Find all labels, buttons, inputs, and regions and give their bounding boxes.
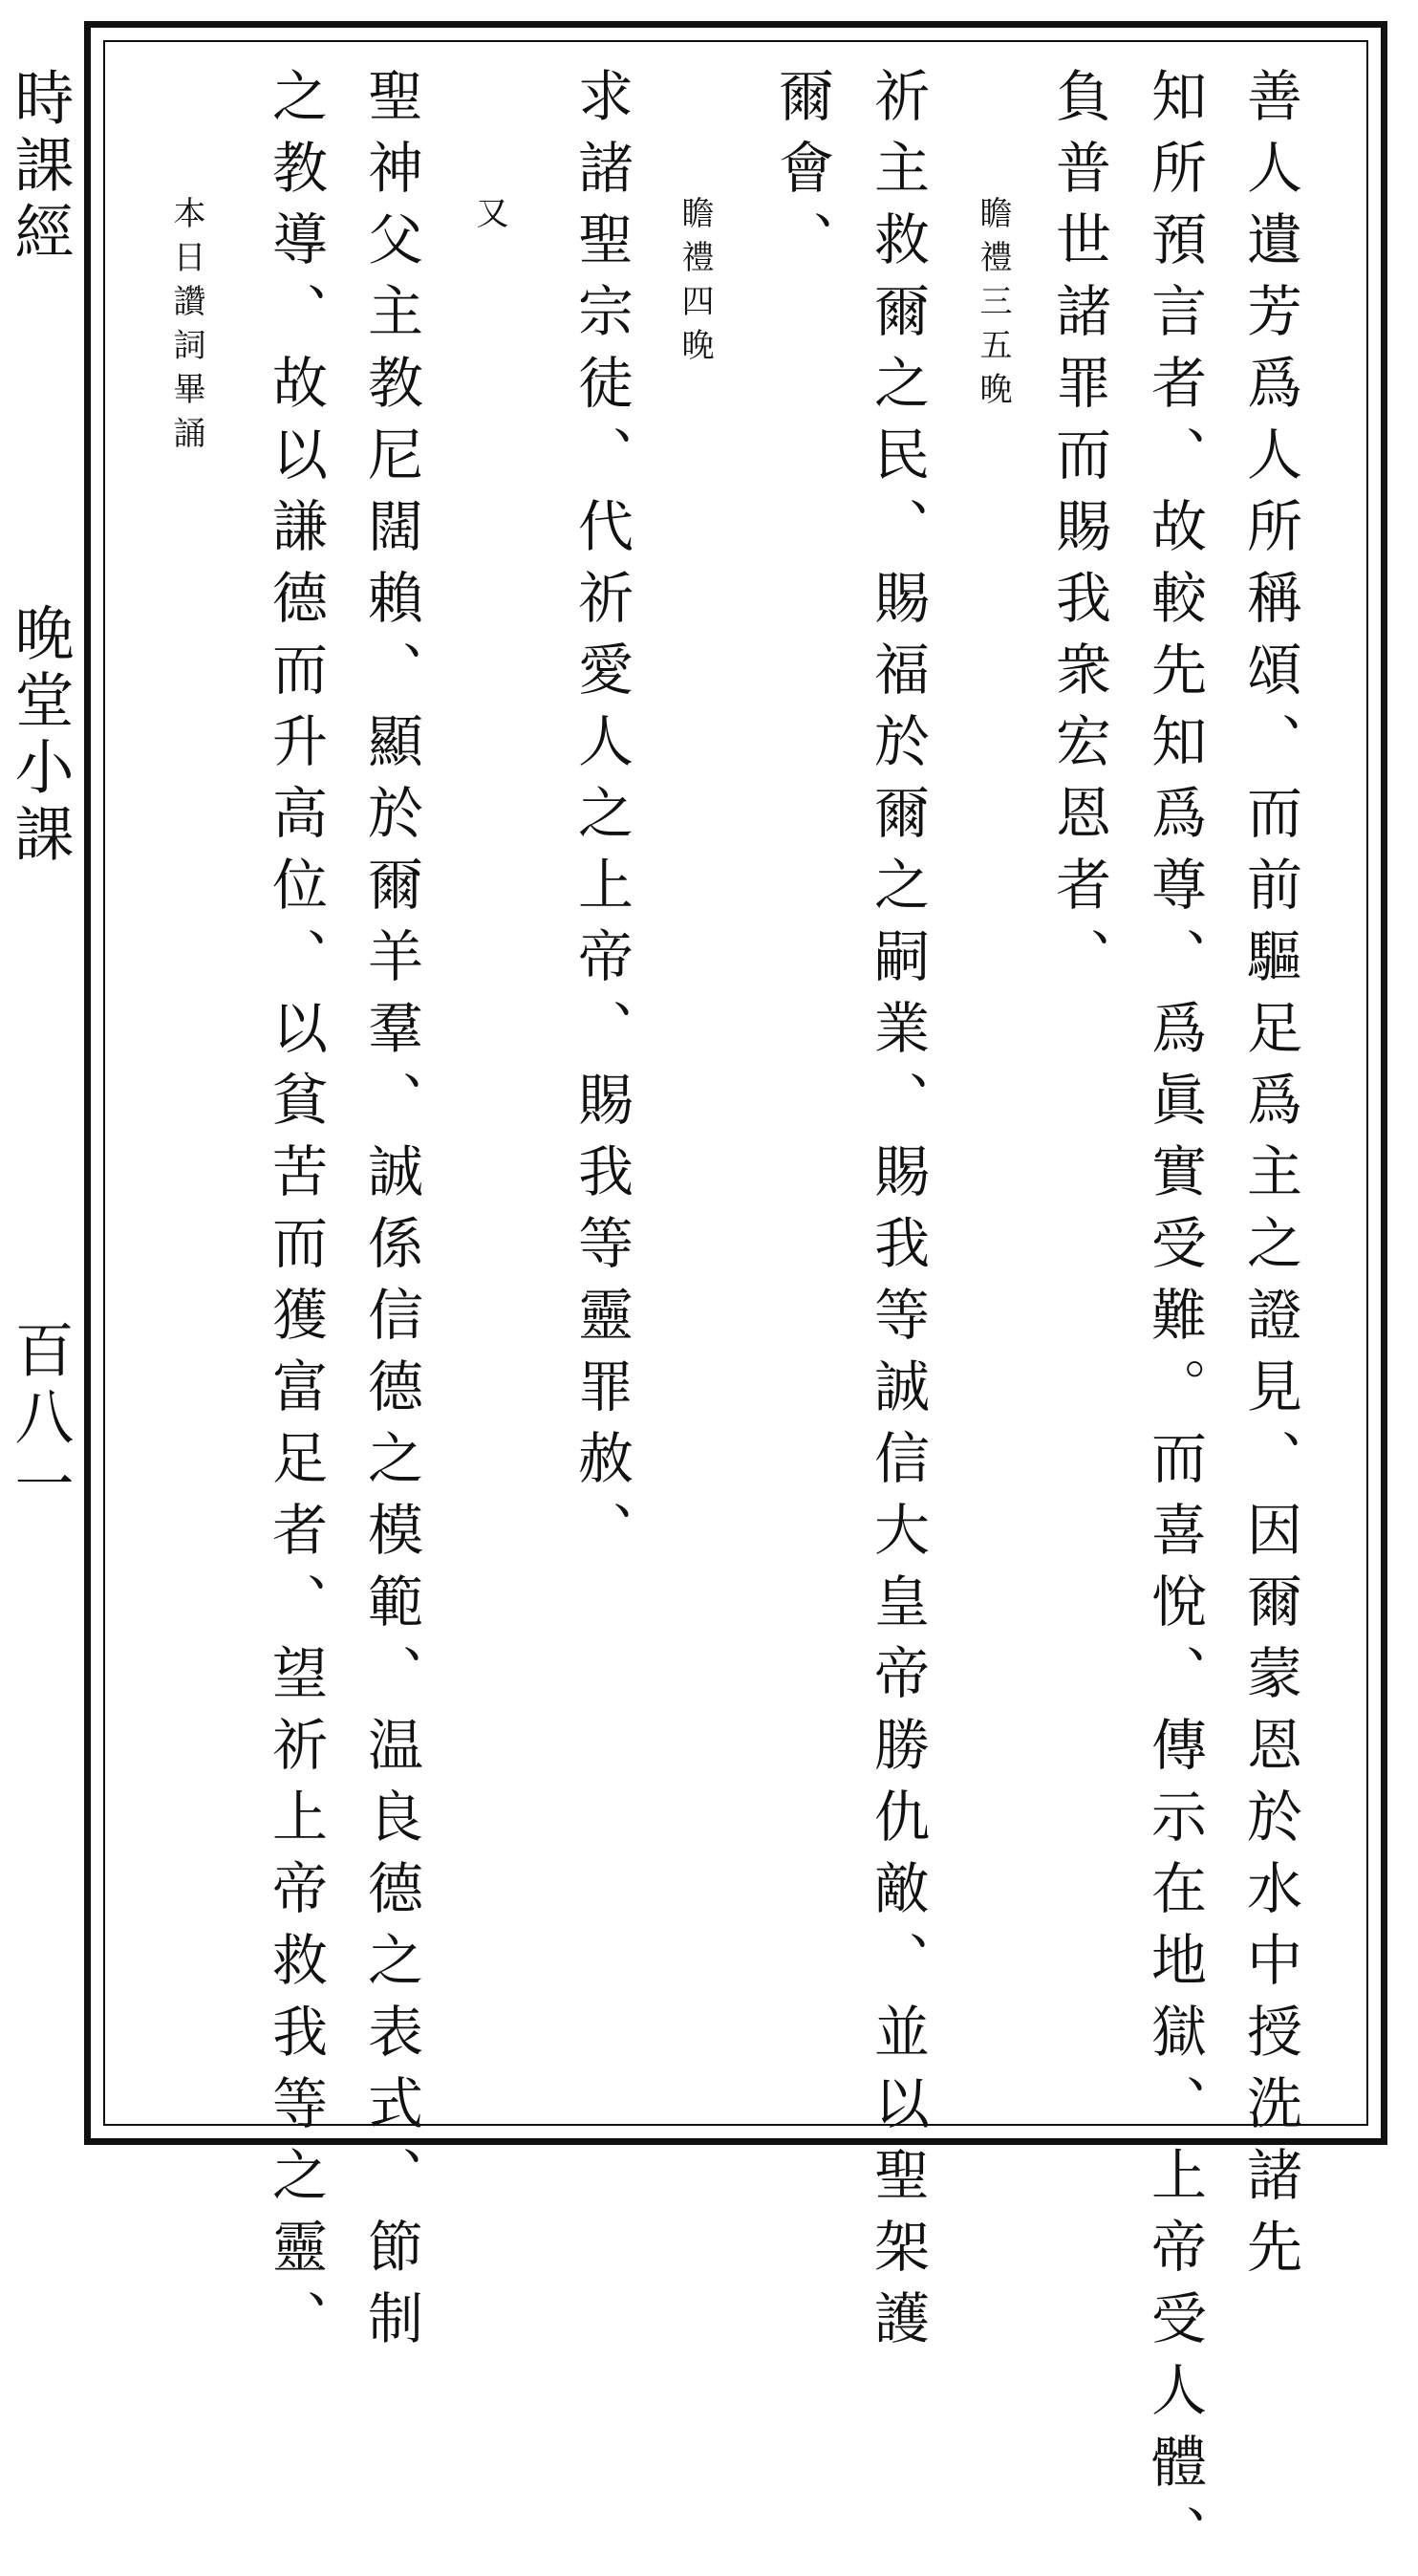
text-column: 負普世諸罪而賜我衆宏恩者、	[1046, 67, 1111, 999]
rubric-heading: 瞻禮四晚	[676, 196, 714, 372]
text-column: 知所預言者、故較先知爲尊、爲眞實受難。而喜悅、傳示在地獄、上帝受人體、	[1142, 67, 1207, 2576]
rubric-heading: 瞻禮三五晚	[974, 196, 1012, 416]
text-column: 爾會、	[769, 67, 834, 282]
book-title: 時課經	[5, 67, 75, 268]
text-column: 求諸聖宗徒、代祈愛人之上帝、賜我等靈罪赦、	[569, 67, 634, 1572]
rubric-heading: 又	[470, 196, 508, 240]
page-number: 百八一	[5, 1319, 75, 1520]
text-column: 善人遺芳爲人所稱頌、而前驅足爲主之證見、因爾蒙恩於水中授洗諸先	[1237, 67, 1302, 2289]
rubric-note: 本日讚詞畢誦	[167, 196, 205, 460]
text-column: 祈主救爾之民、賜福於爾之嗣業、賜我等誠信大皇帝勝仇敵、並以聖架護	[865, 67, 930, 2361]
text-column: 之教導、故以謙德而升高位、以貧苦而獲富足者、望祈上帝救我等之靈、	[263, 67, 328, 2361]
text-column: 聖神父主教尼闊賴、顯於爾羊羣、誠係信德之模範、温良德之表式、節制	[358, 67, 423, 2361]
section-title: 晚堂小課	[5, 602, 75, 870]
